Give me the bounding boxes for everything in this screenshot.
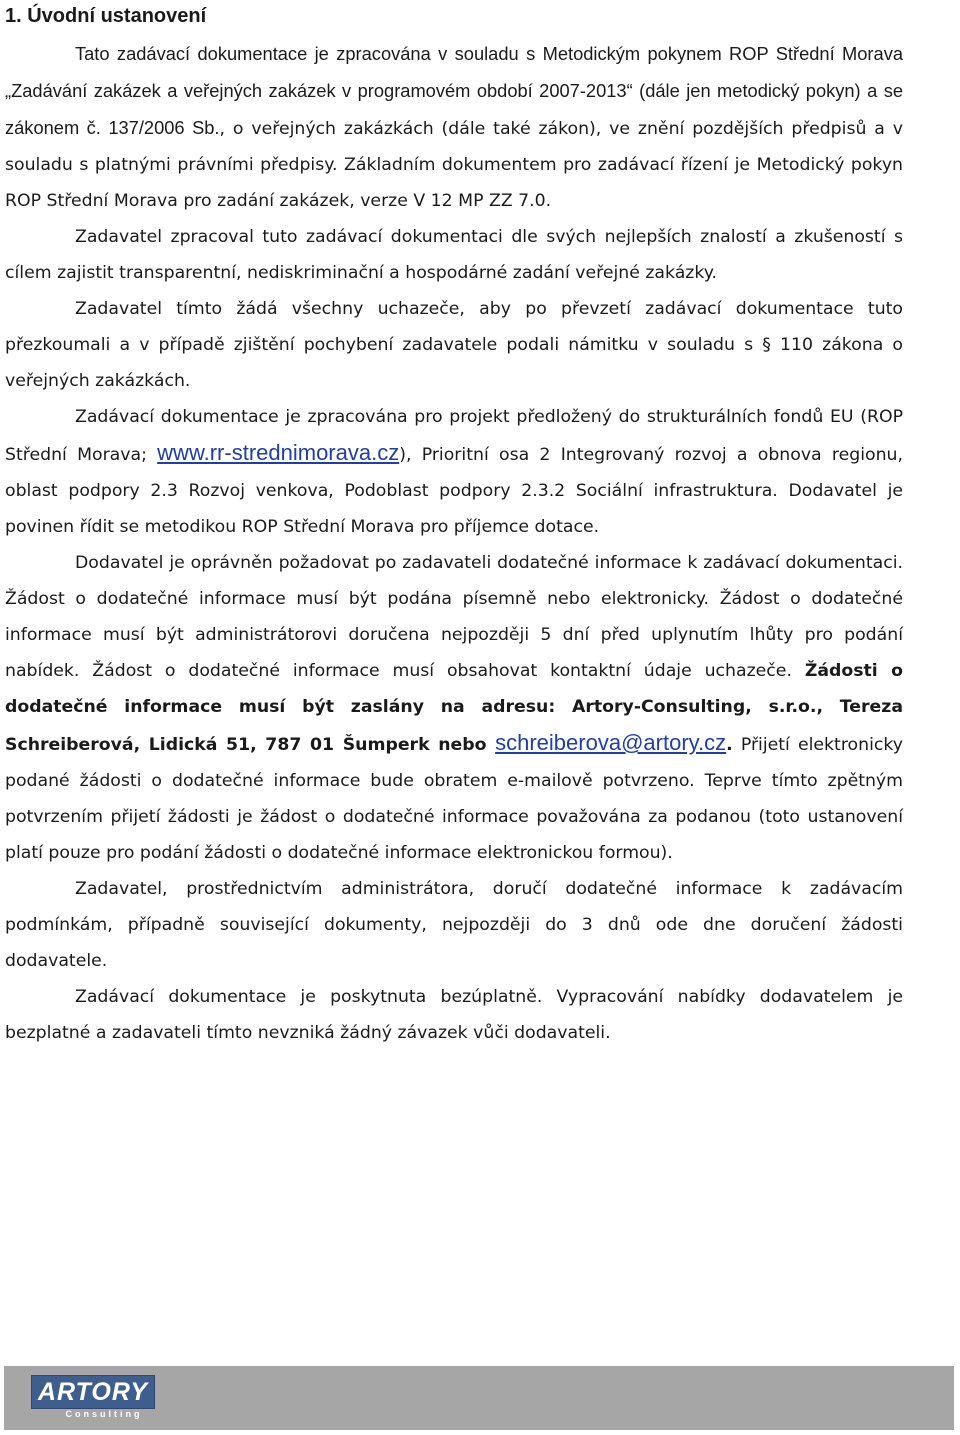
paragraph-namitka: Zadavatel tímto žádá všechny uchazeče, aby po převzetí zadávací dokumentace tuto přezkoumali a v případě zjištění pochybení zadavatele podali námitku v souladu s § 110 zákona o veřejných zakázkách. xyxy=(5,299,903,391)
page-footer xyxy=(4,1366,954,1430)
paragraph-info-bold-end: . xyxy=(726,735,733,755)
paragraph-bezuplatne: Zadávací dokumentace je poskytnuta bezúplatně. Vypracování nabídky dodavatelem je bezplatné a zadavateli tímto nevzniká žádný závazek vůči dodavateli. xyxy=(5,987,903,1043)
paragraph-zpracoval: Zadavatel zpracoval tuto zadávací dokumentaci dle svých nejlepších znalostí a zkušeností s cílem zajistit transparentní, nediskriminační a hospodárné zadání veřejné zakázky. xyxy=(5,227,903,283)
artory-logo xyxy=(31,1375,155,1421)
paragraph-fondy xyxy=(5,399,903,545)
section-heading: 1. Úvodní ustanovení xyxy=(5,5,207,27)
paragraph-info-part-a: Dodavatel je oprávněn požadovat po zadavateli dodatečné informace k zadávací dokumentaci. Žádost o dodatečné informace musí být podána písemně nebo elektronicky. Žádost o dodatečné informace musí být administrátorovi doručena nejpozději 5 dní před uplynutím lhůty pro podání nabídek. Žádost o dodatečné informace musí obsahovat kontaktní údaje uchazeče. xyxy=(5,553,903,681)
paragraph-info-bold-address: Žádosti o dodatečné informace musí být zaslány na adresu: Artory-Consulting, s.r.o., Tereza Schreiberová, Lidická 51, 787 01 Šumperk nebo xyxy=(5,661,903,755)
paragraph-intro xyxy=(5,36,903,219)
paragraph-intro-part-b: , o veřejných zakázkách (dále také zákon), ve znění pozdějších předpisů a v souladu s platnými právními předpisy. Základním dokumentem pro zadávací řízení je Metodický pokyn ROP Střední Morava pro zadání zakázek, verze V 12 MP ZZ 7.0. xyxy=(5,119,903,211)
document-body xyxy=(5,36,903,1051)
paragraph-info-part-b: Přijetí elektronicky podané žádosti o dodatečné informace bude obratem e-mailově potvrzeno. Teprve tímto zpětným potvrzením přijetí žádosti je žádost o dodatečné informace považována za podanou (toto ustanovení platí pouze pro podání žádosti o dodatečné informace elektronickou formou). xyxy=(5,735,903,863)
paragraph-doruceni: Zadavatel, prostřednictvím administrátora, doručí dodatečné informace k zadávacím podmínkám, případně související dokumenty, nejpozději do 3 dnů ode dne doručení žádosti dodavatele. xyxy=(5,879,903,971)
rop-website-link[interactable]: www.rr-strednimorava.cz xyxy=(157,440,400,465)
email-link[interactable]: schreiberova@artory.cz xyxy=(495,730,727,755)
paragraph-fondy-part-a: Zadávací dokumentace je zpracována pro projekt předložený do strukturálních fondů EU (ROP Střední Morava; xyxy=(5,407,903,465)
paragraph-fondy-part-b: ), Prioritní osa 2 Integrovaný rozvoj a obnova regionu, oblast podpory 2.3 Rozvoj venkova, Podoblast podpory 2.3.2 Sociální infrastruktura. Dodavatel je povinen řídit se metodikou ROP Střední Morava pro příjemce dotace. xyxy=(5,445,903,537)
paragraph-intro-part-a: Tato zadávací dokumentace je zpracována v souladu s Metodickým pokynem ROP Střední Morava „Zadávání zakázek a veřejných zakázek v programovém období 2007-2013“ (dále jen metodický pokyn) a se zákonem č. 137/2006 Sb. xyxy=(5,43,903,138)
logo-wordmark: ARTORY xyxy=(31,1375,155,1409)
paragraph-dodatecne-informace xyxy=(5,545,903,871)
logo-subtitle: Consulting xyxy=(65,1409,143,1419)
